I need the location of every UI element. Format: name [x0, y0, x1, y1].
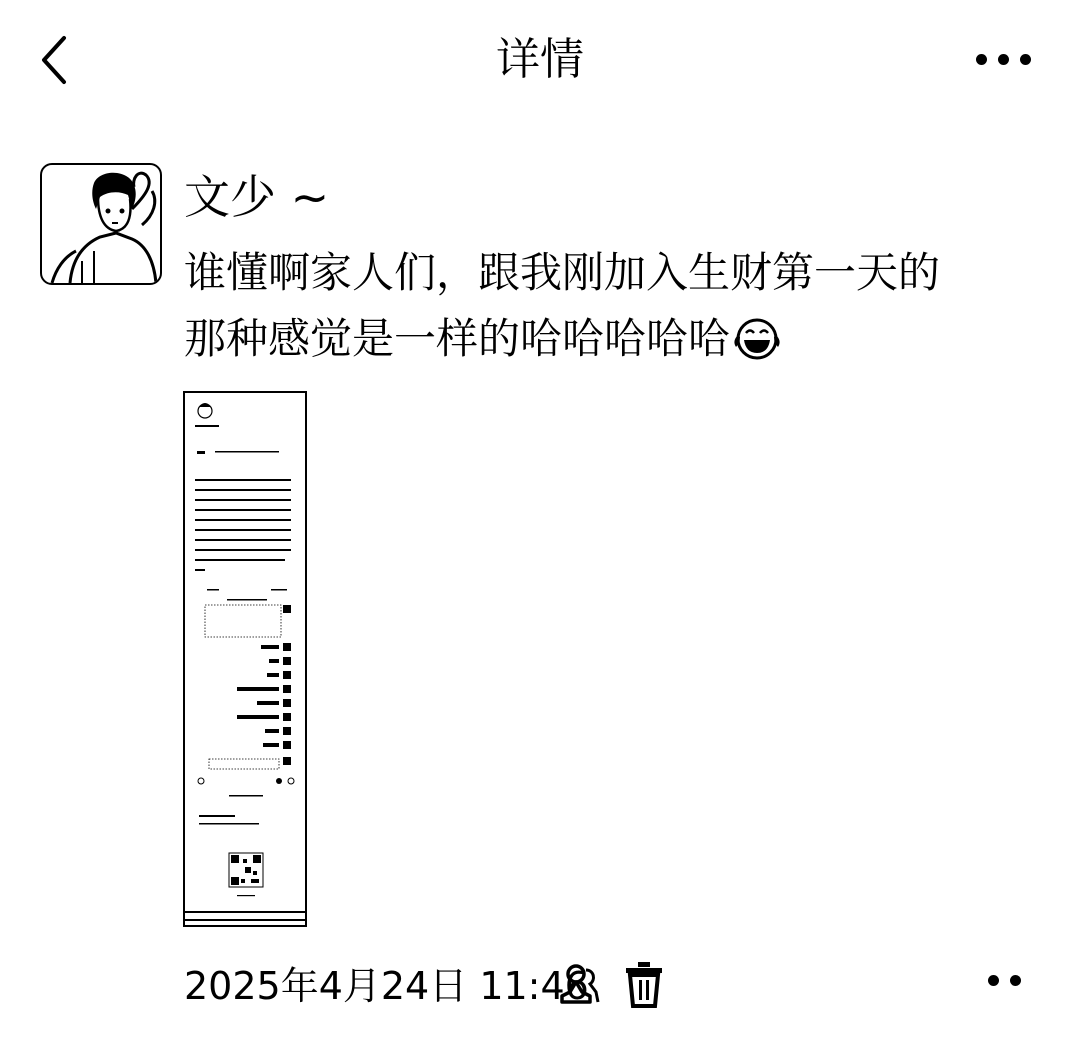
avatar[interactable]: [40, 163, 162, 285]
post-timestamp: 2025年4月24日 11:46: [184, 964, 589, 1008]
more-dot: [1020, 54, 1031, 65]
page-title: 详情: [496, 34, 584, 85]
more-dots-icon: [976, 54, 987, 65]
post-text: 谁懂啊家人们，跟我刚加入生财第一天的 那种感觉是一样的哈哈哈哈哈: [184, 248, 941, 363]
long-screenshot-image: [185, 393, 305, 925]
more-button[interactable]: [976, 44, 1036, 74]
more-dot: [998, 54, 1009, 65]
comment-dot: [988, 975, 999, 986]
comment-dots-icon[interactable]: [988, 966, 1028, 996]
trash-icon[interactable]: [624, 960, 664, 1008]
post-content: [184, 240, 1044, 372]
laughing-tears-emoji-icon: [732, 314, 782, 358]
visibility-people-icon[interactable]: [556, 962, 602, 1008]
avatar-illustration: [42, 165, 160, 283]
post-image-thumbnail[interactable]: [183, 391, 307, 927]
author-name[interactable]: 文少 ~: [184, 170, 330, 224]
comment-dot: [1010, 975, 1021, 986]
